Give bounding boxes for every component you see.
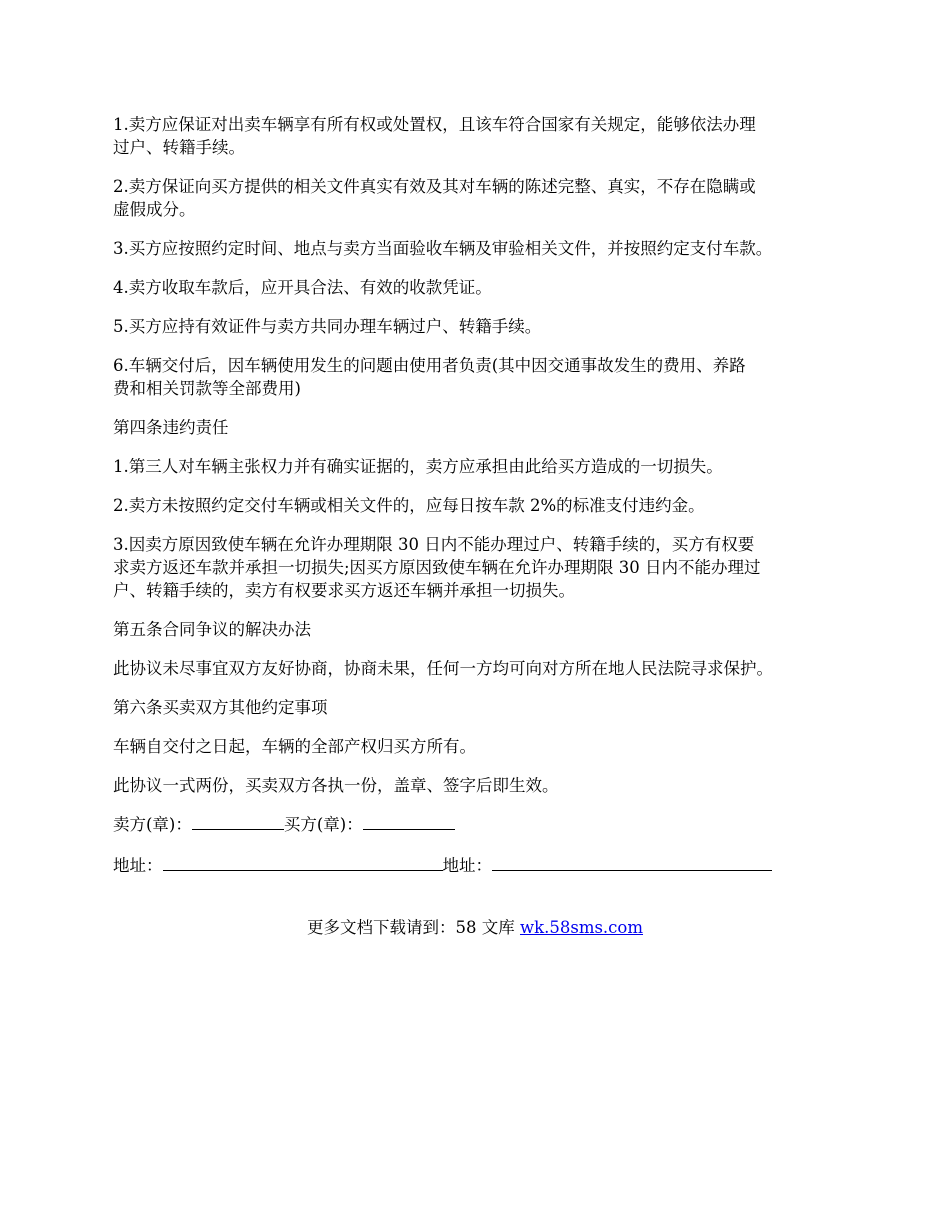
document-body — [113, 113, 843, 895]
footer-note — [0, 916, 950, 939]
paragraph-line: 费和相关罚款等全部费用) — [113, 379, 301, 398]
paragraph-line: 6.车辆交付后，因车辆使用发生的问题由使用者负责(其中因交通事故发生的费用、养路 — [113, 356, 746, 375]
section-heading — [113, 618, 843, 641]
paragraph-line: 户、转籍手续的，卖方有权要求买方返还车辆并承担一切损失。 — [113, 581, 575, 600]
heading-text: 第四条违约责任 — [113, 418, 229, 437]
paragraph-line: 虚假成分。 — [113, 200, 196, 219]
paragraph-line: 车辆自交付之日起，车辆的全部产权归买方所有。 — [113, 737, 476, 756]
seller-seal-label: 卖方(章)： — [113, 815, 192, 834]
section-heading — [113, 416, 843, 439]
buyer-address-blank — [492, 856, 772, 871]
paragraph-line: 2.卖方保证向买方提供的相关文件真实有效及其对车辆的陈述完整、真实，不存在隐瞒或 — [113, 177, 756, 196]
clause-paragraph — [113, 455, 843, 478]
buyer-seal-label: 买方(章)： — [283, 815, 363, 834]
address-row — [113, 854, 843, 877]
heading-text: 第六条买卖双方其他约定事项 — [113, 698, 328, 717]
seller-address-label: 地址： — [113, 856, 163, 875]
clause-paragraph — [113, 494, 843, 517]
paragraph-line: 1.卖方应保证对出卖车辆享有所有权或处置权，且该车符合国家有关规定，能够依法办理 — [113, 115, 756, 134]
paragraph-line: 过户、转籍手续。 — [113, 138, 245, 157]
paragraph-line: 5.买方应持有效证件与卖方共同办理车辆过户、转籍手续。 — [113, 317, 542, 336]
footer-text: 更多文档下载请到：58 文库 — [306, 918, 520, 937]
clause-paragraph — [113, 113, 843, 159]
clause-paragraph — [113, 237, 843, 260]
seller-address-blank — [163, 856, 443, 871]
paragraph-line: 此协议未尽事宜双方友好协商，协商未果，任何一方均可向对方所在地人民法院寻求保护。 — [113, 659, 773, 678]
paragraph-line: 3.因卖方原因致使车辆在允许办理期限 30 日内不能办理过户、转籍手续的，买方有权要 — [113, 535, 755, 554]
heading-text: 第五条合同争议的解决办法 — [113, 620, 311, 639]
paragraph-line: 此协议一式两份，买卖双方各执一份，盖章、签字后即生效。 — [113, 776, 559, 795]
section-heading — [113, 696, 843, 719]
footer-link[interactable]: wk.58sms.com — [519, 918, 643, 937]
clause-paragraph — [113, 774, 843, 797]
paragraph-line: 3.买方应按照约定时间、地点与卖方当面验收车辆及审验相关文件，并按照约定支付车款。 — [113, 239, 773, 258]
paragraph-line: 1.第三人对车辆主张权力并有确实证据的，卖方应承担由此给买方造成的一切损失。 — [113, 457, 723, 476]
clause-paragraph — [113, 657, 843, 680]
seller-signature-blank — [192, 815, 284, 830]
buyer-signature-blank — [363, 815, 455, 830]
clause-paragraph — [113, 533, 843, 602]
paragraph-line: 2.卖方未按照约定交付车辆或相关文件的，应每日按车款 2%的标准支付违约金。 — [113, 496, 705, 515]
paragraph-line: 4.卖方收取车款后，应开具合法、有效的收款凭证。 — [113, 278, 492, 297]
buyer-address-label: 地址： — [442, 856, 492, 875]
clause-paragraph — [113, 315, 843, 338]
paragraph-line: 求卖方返还车款并承担一切损失;因买方原因致使车辆在允许办理期限 30 日内不能办理过 — [113, 558, 761, 577]
signature-row — [113, 813, 843, 836]
clause-paragraph — [113, 354, 843, 400]
clause-paragraph — [113, 175, 843, 221]
clause-paragraph — [113, 276, 843, 299]
clause-paragraph — [113, 735, 843, 758]
